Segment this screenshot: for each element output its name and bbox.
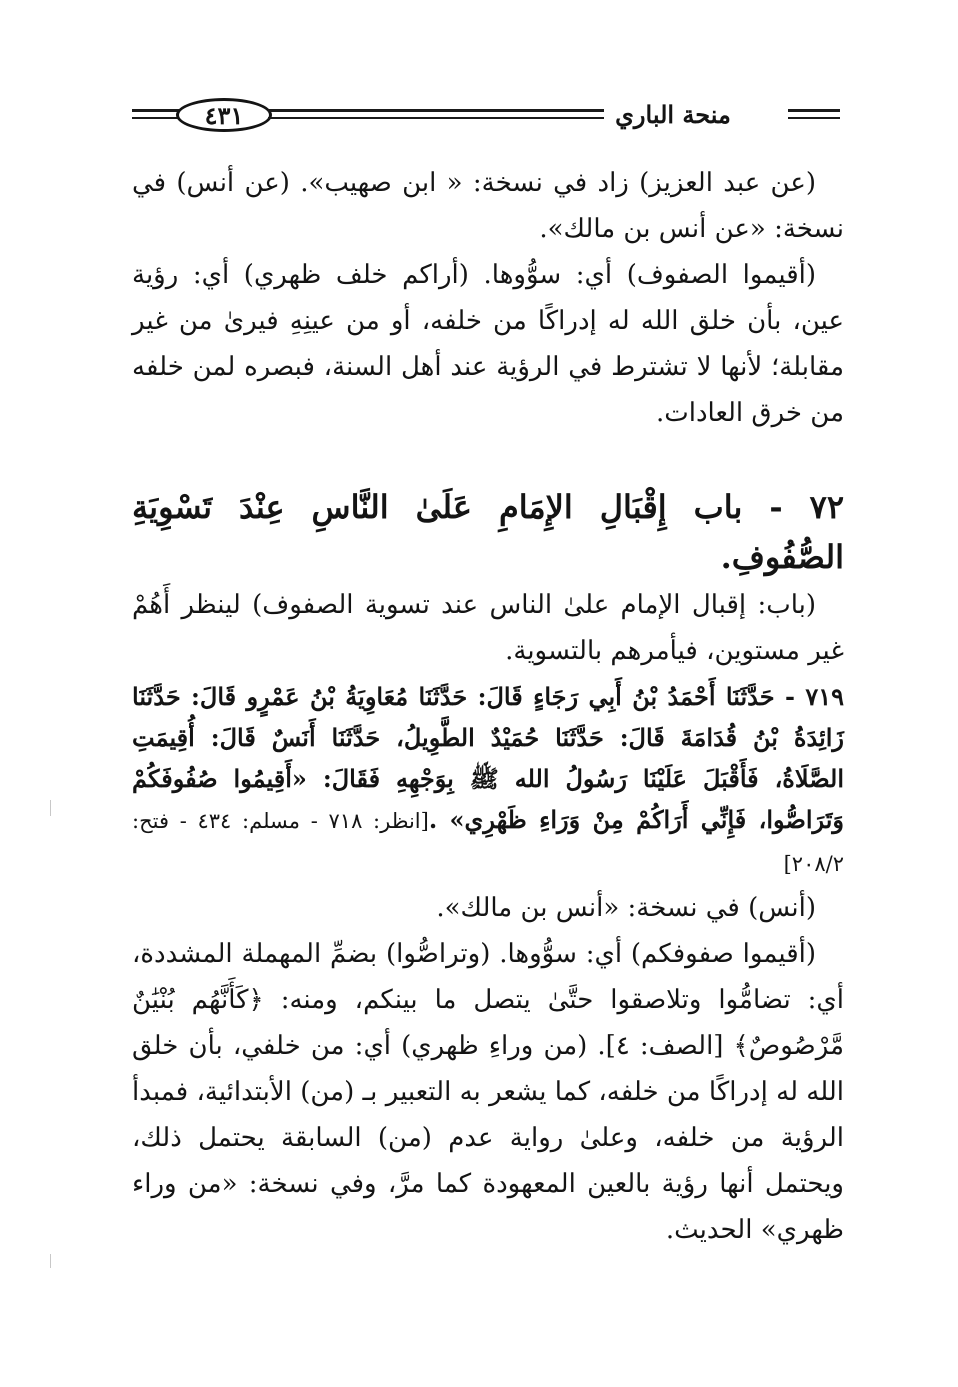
page-number: ٤٣١ [204,100,244,130]
header-rule-left-top [132,109,180,112]
hadith-body: ٧١٩ - حَدَّثَنَا أَحْمَدُ بْنُ أَبِي رَجَاءٍ قَالَ: حَدَّثَنَا مُعَاوِيَةُ بْنُ عَمْرٍو قَالَ: حَدَّثَنَا زَائِدَةُ بْنُ قُدَامَةَ قَالَ: حَدَّثَنَا حُمَيْدٌ الطَّوِيلُ، حَدَّثَنَا أَنَسٌ قَالَ: أُقِيمَتِ الصَّلَاةُ، فَأَقْبَلَ عَلَيْنَا رَسُولُ الله ﷺ بِوَجْهِهِ فَقَالَ: «أَقِيمُوا صُفُوفَكُمْ وَتَرَاصُّوا، فَإِنِّي أَرَاكُمْ مِنْ وَرَاءِ ظَهْرِي» . [132,682,845,834]
commentary-paragraph [132,885,844,931]
commentary-paragraph [132,252,844,436]
header-rule-middle-bottom [268,117,604,119]
hadith-text [132,676,844,885]
chapter-explanation [132,582,844,674]
paragraph-text: (أقيموا الصفوف) أي: سوُّوها. (أراكم خلف ظهري) أي: رؤية عين، بأن خلق الله له إدراكًا من خلفه، أو من عينِهِ فيرىٰ من غير مقابلة؛ لأنها لا تشترط في الرؤية عند أهل السنة، فبصره لمن خلفه من خرق العادات. [132,260,844,428]
margin-tick [50,800,51,816]
header-rule-right-top [788,109,840,112]
hadith-reference: [انظر: ٧١٨ - مسلم: ٤٣٤ - فتح: ٢٠٨/٢] [132,809,844,876]
paragraph-text: (أنس) في نسخة: «أنس بن مالك». [436,893,816,923]
header-rule-middle-top [268,109,604,112]
commentary-paragraph [132,160,844,252]
book-title: منحة الباري [615,99,731,129]
chapter-heading: ٧٢ - باب إِقْبَالِ الإِمَامِ عَلَىٰ النَّاسِ عِنْدَ تَسْوِيَةِ الصُّفُوفِ. [132,488,844,576]
commentary-paragraph [132,931,844,1253]
margin-tick [50,1254,51,1268]
page-body [132,160,844,1253]
paragraph-text: (أقيموا صفوفكم) أي: سوُّوها. (وتراصُّوا) بضمِّ المهملة المشددة، أي: تضامُّوا وتلاصقوا حتَّىٰ يتصل ما بينكم، ومنه: ﴿كَأَنَّهُم بُنْيَٰنٌ مَّرْصُوصٌ﴾ [الصف: ٤]. (من وراءِ ظهري) أي: من خلفي، بأن خلق الله له إدراكًا من خلفه، كما يشعر به التعبير بـ (من) الأبتدائية، فمبدأ الرؤية من خلفه، وعلىٰ رواية عدم (من) السابقة يحتمل ذلك، ويحتمل أنها رؤية بالعين المعهودة كما مرَّ، وفي نسخة: «من وراء ظهري» الحديث. [132,939,845,1245]
header-rule-right-bottom [788,117,840,119]
header-rule-left-bottom [132,117,180,119]
paragraph-text: (عن عبد العزيز) زاد في نسخة: « ابن صهيب». (عن أنس) في نسخة: «عن أنس بن مالك». [132,168,844,244]
page-number-badge [176,98,272,132]
page-header [132,96,840,136]
paragraph-text: (باب: إقبال الإمام علىٰ الناس عند تسوية الصفوف) لينظر أَهُمْ غير مستوين، فيأمرهم بالتسوية. [132,590,844,666]
